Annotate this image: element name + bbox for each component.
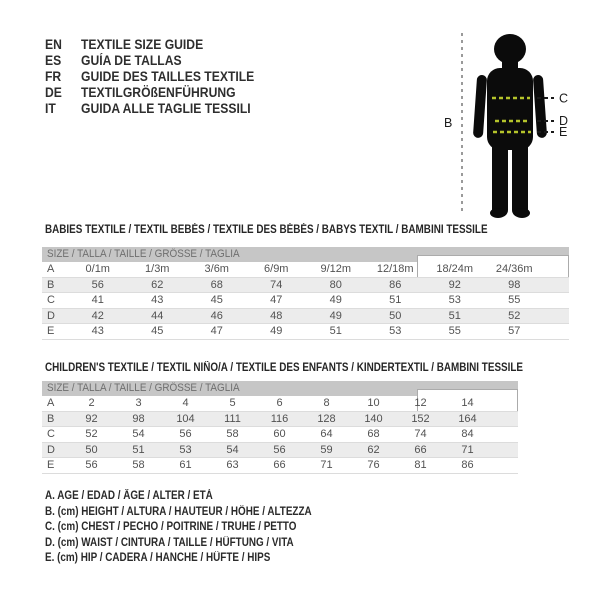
measurement-legend <box>45 489 355 567</box>
size-cell: 43 <box>151 294 164 306</box>
size-cell: 3/6m <box>204 263 229 275</box>
size-cell: 14 <box>461 397 474 409</box>
size-cell: 92 <box>448 278 461 291</box>
language-title: TEXTILE SIZE GUIDE <box>81 37 204 52</box>
size-cell: 45 <box>210 294 223 306</box>
legend-line-waist: D. (cm) WAIST / CINTURA / TAILLE / HÜFTUNG / VITA <box>45 536 294 549</box>
size-cell: 1/3m <box>145 263 170 275</box>
size-cell: 84 <box>461 428 474 440</box>
size-cell: 64 <box>320 428 333 440</box>
row-label: A <box>47 397 55 409</box>
size-cell: 80 <box>329 278 342 291</box>
size-cell: 9/12m <box>320 263 352 275</box>
language-code: ES <box>45 53 62 68</box>
row-label: C <box>47 428 55 440</box>
size-cell: 66 <box>273 459 286 471</box>
size-cell: 74 <box>414 428 427 440</box>
size-cell: 51 <box>448 309 461 322</box>
language-code: EN <box>45 37 62 52</box>
size-cell: 5 <box>229 397 236 409</box>
size-cell: 49 <box>329 294 342 306</box>
size-cell: 45 <box>151 325 164 337</box>
language-row <box>45 37 254 53</box>
size-cell: 55 <box>508 294 521 306</box>
language-code: IT <box>45 101 56 116</box>
size-cell: 68 <box>367 428 380 440</box>
size-cell: 6 <box>276 397 283 409</box>
size-cell: 56 <box>85 459 98 471</box>
row-label: B <box>47 278 55 291</box>
size-cell: 61 <box>179 459 192 471</box>
size-cell: 98 <box>132 412 145 425</box>
language-title: GUIDA ALLE TAGLIE TESSILI <box>81 101 251 116</box>
children-size-table <box>42 381 518 474</box>
legend-line-age: A. AGE / EDAD / ÂGE / ALTER / ETÀ <box>45 490 213 502</box>
size-cell: 4 <box>182 397 189 409</box>
size-cell: 98 <box>508 278 521 291</box>
size-cell: 24/36m <box>495 263 533 275</box>
size-cell: 56 <box>179 428 192 440</box>
size-table-row-B <box>42 278 569 294</box>
size-cell: 53 <box>179 443 192 456</box>
language-row <box>45 85 254 101</box>
child-silhouette-icon <box>473 34 547 218</box>
size-cell: 71 <box>320 459 333 471</box>
size-table-row-C <box>42 293 569 309</box>
size-cell: 52 <box>508 309 521 322</box>
size-table-row-D <box>42 309 569 325</box>
size-cell: 51 <box>389 294 402 306</box>
size-cell: 54 <box>132 428 145 440</box>
size-cell: 60 <box>273 428 286 440</box>
size-cell: 0/1m <box>85 263 110 275</box>
size-cell: 51 <box>132 443 145 456</box>
size-header-label: SIZE / TALLA / TAILLE / GRÖSSE / TAGLIA <box>47 382 240 394</box>
legend-line-height: B. (cm) HEIGHT / ALTURA / HAUTEUR / HÖHE / ALTEZZA <box>45 505 312 518</box>
size-cell: 66 <box>414 443 427 456</box>
size-cell: 59 <box>320 443 333 456</box>
size-cell: 128 <box>317 412 336 425</box>
row-label: D <box>47 443 55 456</box>
chest-measure-label: C <box>559 91 569 106</box>
size-cell: 56 <box>91 278 104 291</box>
size-cell: 55 <box>448 325 461 337</box>
size-cell: 41 <box>91 294 104 306</box>
size-cell: 104 <box>176 412 195 425</box>
language-title: GUIDE DES TAILLES TEXTILE <box>81 69 255 84</box>
legend-line-chest: C. (cm) CHEST / PECHO / POITRINE / TRUHE / PETTO <box>45 521 297 533</box>
size-cell: 74 <box>270 278 283 291</box>
size-cell: 8 <box>323 397 330 409</box>
size-cell: 52 <box>85 428 98 440</box>
size-table-row-A <box>42 262 569 278</box>
size-cell: 6/9m <box>264 263 289 275</box>
size-cell: 81 <box>414 459 427 471</box>
language-row <box>45 53 254 69</box>
size-cell: 12/18m <box>376 263 414 275</box>
size-header-label: SIZE / TALLA / TAILLE / GRÖSSE / TAGLIA <box>47 248 240 260</box>
row-label: C <box>47 294 55 306</box>
size-cell: 51 <box>329 325 342 337</box>
size-cell: 56 <box>273 443 286 456</box>
size-cell: 58 <box>132 459 145 471</box>
child-silhouette-figure <box>430 25 580 225</box>
size-cell: 76 <box>367 459 380 471</box>
language-row <box>45 101 254 117</box>
size-table-row-C <box>42 427 518 443</box>
size-cell: 86 <box>389 278 402 291</box>
row-label: E <box>47 459 55 471</box>
language-row <box>45 69 254 85</box>
language-title: GUÍA DE TALLAS <box>81 53 182 68</box>
legend-line-hip: E. (cm) HIP / CADERA / HANCHE / HÜFTE / HIPS <box>45 552 271 564</box>
size-cell: 12 <box>414 397 427 409</box>
language-code: FR <box>45 69 62 84</box>
size-cell: 152 <box>411 412 430 425</box>
row-label: A <box>47 263 55 275</box>
size-cell: 164 <box>458 412 477 425</box>
size-cell: 49 <box>329 309 342 322</box>
babies-size-table <box>42 247 569 340</box>
size-cell: 58 <box>226 428 239 440</box>
row-label: D <box>47 309 55 322</box>
size-table-row-D <box>42 443 518 459</box>
children-table-heading: CHILDREN'S TEXTILE / TEXTIL NIÑO/A / TEXTILE DES ENFANTS / KINDERTEXTIL / BAMBINI TESSILE <box>45 362 524 374</box>
size-cell: 3 <box>135 397 142 409</box>
size-cell: 18/24m <box>436 263 474 275</box>
size-cell: 10 <box>367 397 380 409</box>
size-cell: 54 <box>226 443 239 456</box>
size-cell: 92 <box>85 412 98 425</box>
size-cell: 71 <box>461 443 474 456</box>
size-table-row-B <box>42 412 518 428</box>
size-cell: 63 <box>226 459 239 471</box>
language-title-list <box>45 37 278 117</box>
size-table-row-E <box>42 324 569 340</box>
size-table-row-A <box>42 396 518 412</box>
size-cell: 49 <box>270 325 283 337</box>
size-table-row-E <box>42 458 518 474</box>
size-cell: 50 <box>85 443 98 456</box>
size-cell: 47 <box>210 325 223 337</box>
size-cell: 50 <box>389 309 402 322</box>
height-measure-label: B <box>444 116 453 130</box>
size-cell: 46 <box>210 309 223 322</box>
size-cell: 44 <box>151 309 164 322</box>
size-cell: 62 <box>367 443 380 456</box>
size-cell: 116 <box>270 412 289 425</box>
size-cell: 86 <box>461 459 474 471</box>
size-cell: 43 <box>91 325 104 337</box>
row-label: E <box>47 325 55 337</box>
size-cell: 57 <box>508 325 521 337</box>
size-cell: 53 <box>389 325 402 337</box>
size-cell: 42 <box>91 309 104 322</box>
language-code: DE <box>45 85 62 100</box>
language-title: TEXTILGRÖßENFÜHRUNG <box>81 85 236 100</box>
hip-measure-label: E <box>559 125 568 139</box>
size-cell: 53 <box>448 294 461 306</box>
row-label: B <box>47 412 55 425</box>
waist-measure-label: D <box>559 114 569 128</box>
size-cell: 140 <box>364 412 383 425</box>
size-cell: 68 <box>210 278 223 291</box>
size-cell: 62 <box>151 278 164 291</box>
size-cell: 47 <box>270 294 283 306</box>
babies-table-heading: BABIES TEXTILE / TEXTIL BEBÉS / TEXTILE DES BÉBÉS / BABYS TEXTIL / BAMBINI TESSILE <box>45 224 488 236</box>
size-cell: 48 <box>270 309 283 322</box>
size-cell: 2 <box>88 397 95 409</box>
size-cell: 111 <box>224 412 241 425</box>
